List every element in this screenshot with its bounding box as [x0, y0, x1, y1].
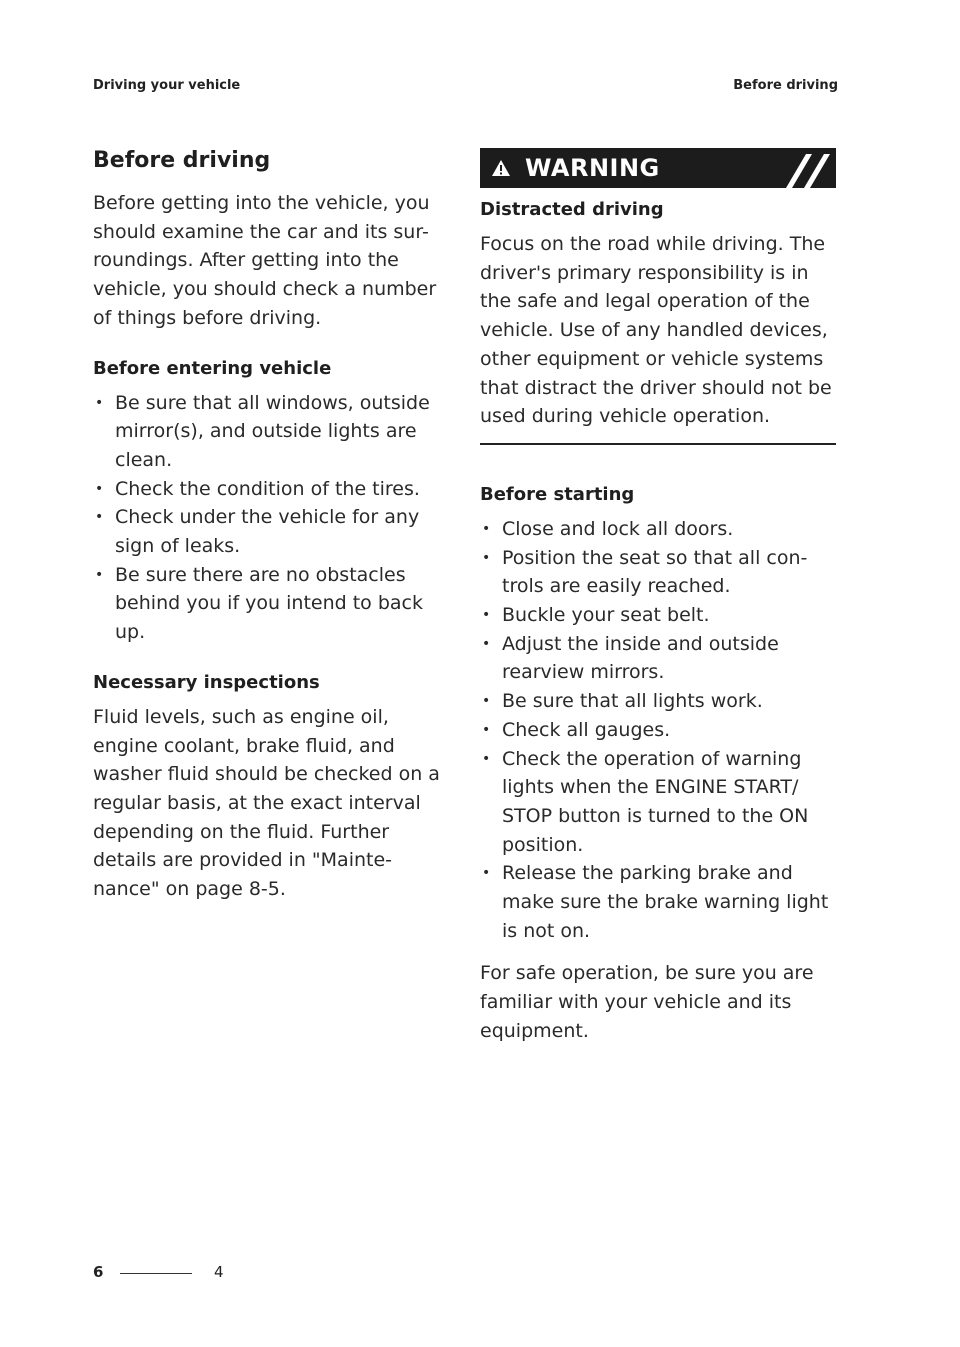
entering-list	[93, 389, 448, 647]
bullet-icon: •	[482, 607, 491, 624]
list-item: • Be sure that all windows, outside mirror(s), and outside lights are clean.	[93, 389, 448, 475]
warning-banner	[480, 148, 836, 188]
entering-heading: Before entering vehicle	[93, 357, 332, 379]
warning-paragraph: Focus on the road while driving. The driver's primary responsibility is in the safe and legal operation of the vehicle. Use of any handled devices, other equipment or vehicle systems that distract the driver should not be used during vehicle operation.	[480, 233, 832, 428]
bullet-icon: •	[95, 509, 104, 526]
right-column	[480, 148, 836, 1046]
warning-triangle-icon	[491, 158, 511, 178]
bullet-icon: •	[482, 750, 491, 767]
section-title: Before driving	[93, 148, 271, 173]
footer-page-number: 4	[214, 1263, 224, 1281]
running-header-chapter: Driving your vehicle	[93, 78, 241, 93]
bullet-icon: •	[482, 693, 491, 710]
footer-divider	[120, 1273, 192, 1274]
bullet-icon: •	[482, 635, 491, 652]
warning-label: WARNING	[525, 154, 660, 182]
bullet-icon: •	[482, 549, 491, 566]
inspections-heading: Necessary inspections	[93, 671, 320, 693]
footer-chapter-number: 6	[93, 1263, 104, 1281]
left-column	[93, 145, 448, 904]
list-item: • Check the condition of the tires.	[93, 475, 448, 504]
list-item: • Buckle your seat belt.	[480, 601, 836, 630]
bullet-icon: •	[482, 865, 491, 882]
list-item: • Position the seat so that all con-trols are easily reached.	[480, 544, 836, 601]
list-item: • Close and lock all doors.	[480, 515, 836, 544]
starting-list	[480, 515, 836, 946]
hazard-stripes-icon	[772, 148, 836, 188]
bullet-icon: •	[482, 520, 491, 537]
warning-body	[480, 188, 836, 431]
closing-paragraph: For safe operation, be sure you are familiar with your vehicle and its equipment.	[480, 962, 814, 1042]
warning-heading: Distracted driving	[480, 199, 664, 220]
inspections-paragraph: Fluid levels, such as engine oil, engine coolant, brake fluid, and washer fluid should be checked on a regular basis, at the exact interval depending on the fluid. Further details are provided in "Mainte-nance" on page 8-5.	[93, 705, 440, 901]
bullet-icon: •	[482, 721, 491, 738]
list-item: • Check the operation of warning lights when the ENGINE START/ STOP button is turned to the ON position.	[480, 745, 836, 860]
bullet-icon: •	[95, 394, 104, 411]
running-header-section: Before driving	[733, 78, 838, 93]
intro-paragraph: Before getting into the vehicle, you should examine the car and its sur-roundings. After getting into the vehicle, you should check a number of things before driving.	[93, 192, 437, 329]
list-item: • Be sure there are no obstacles behind you if you intend to back up.	[93, 561, 448, 647]
list-item: • Release the parking brake and make sure the brake warning light is not on.	[480, 859, 836, 945]
bullet-icon: •	[95, 566, 104, 583]
list-item: • Be sure that all lights work.	[480, 687, 836, 716]
list-item: • Adjust the inside and outside rearview mirrors.	[480, 630, 836, 687]
list-item: • Check under the vehicle for any sign of leaks.	[93, 503, 448, 560]
list-item: • Check all gauges.	[480, 716, 836, 745]
bullet-icon: •	[95, 480, 104, 497]
starting-heading: Before starting	[480, 483, 635, 505]
